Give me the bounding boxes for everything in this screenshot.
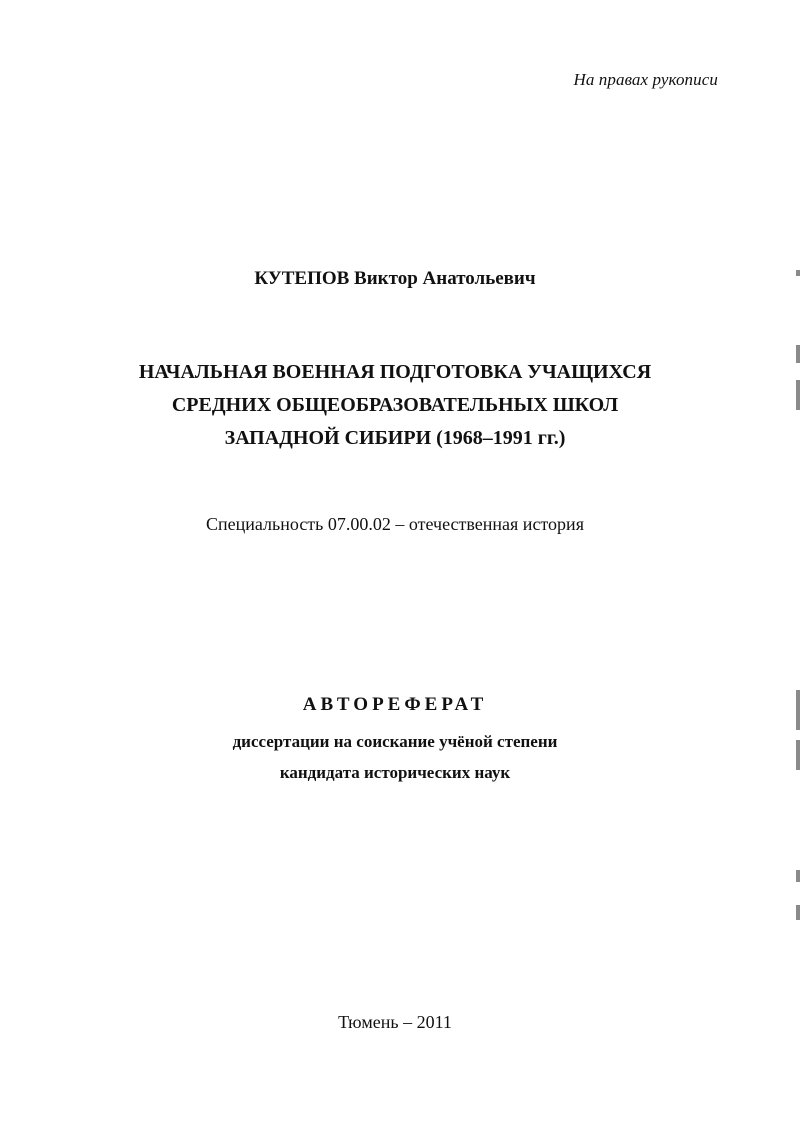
title-line-1: НАЧАЛЬНАЯ ВОЕННАЯ ПОДГОТОВКА УЧАЩИХСЯ: [138, 361, 652, 383]
abstract-subtitle: [0, 726, 790, 788]
title-line-3: ЗАПАДНОЙ СИБИРИ (1968–1991 гг.): [224, 427, 566, 449]
abstract-line-1: диссертации на соискание учёной степени: [232, 732, 558, 751]
scan-artifact: [796, 345, 800, 363]
scan-artifact: [796, 380, 800, 410]
abstract-line-2: кандидата исторических наук: [279, 763, 511, 782]
author-name: КУТЕПОВ Виктор Анатольевич: [254, 268, 536, 289]
dissertation-title: [0, 356, 790, 455]
scan-artifact: [796, 870, 800, 882]
place-year: Тюмень – 2011: [338, 1012, 452, 1032]
abstract-heading: АВТОРЕФЕРАТ: [302, 694, 488, 715]
scan-artifact: [796, 690, 800, 730]
scan-artifact: [796, 905, 800, 920]
scan-artifact: [796, 740, 800, 770]
title-line-2: СРЕДНИХ ОБЩЕОБРАЗОВАТЕЛЬНЫХ ШКОЛ: [171, 394, 619, 416]
specialty-line: Специальность 07.00.02 – отечественная история: [206, 514, 584, 534]
scan-artifact: [796, 270, 800, 276]
rights-note: На правах рукописи: [573, 70, 718, 89]
